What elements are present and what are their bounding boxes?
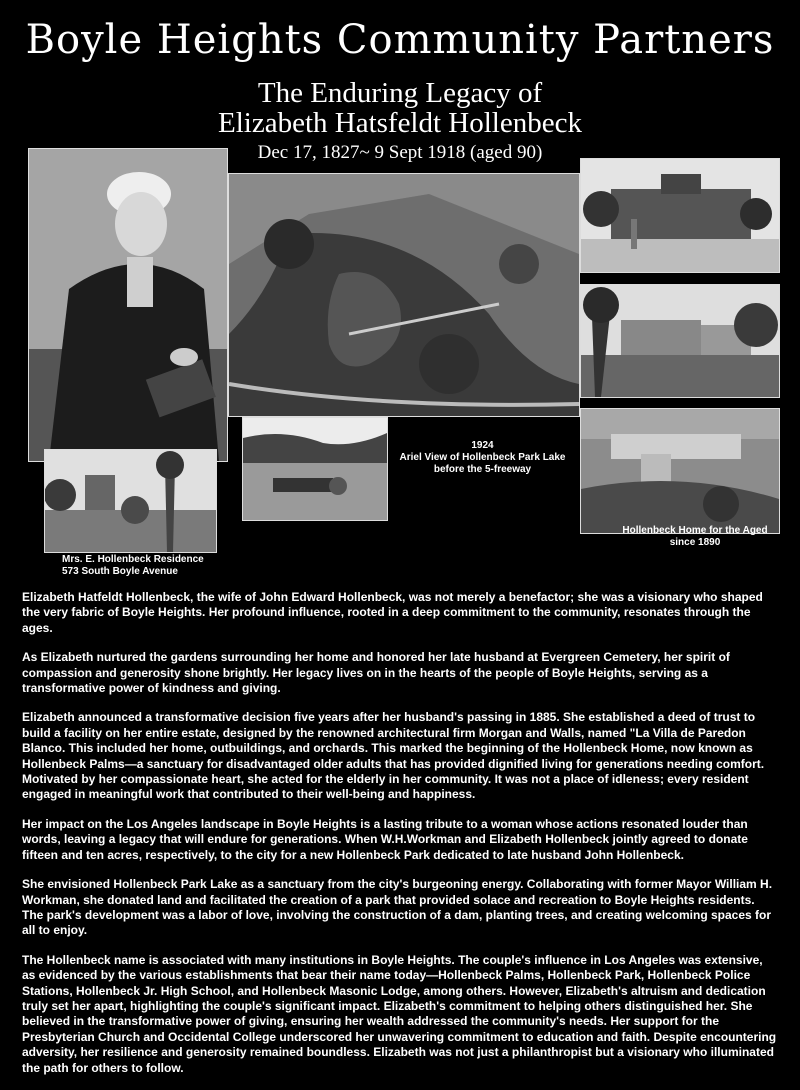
aerial-caption-year: 1924 xyxy=(471,440,494,451)
portrait-photo xyxy=(28,148,228,462)
lake-boat-photo xyxy=(242,417,388,521)
residence-caption-address: 573 South Boyle Avenue xyxy=(62,566,178,577)
residence-caption xyxy=(40,554,220,578)
villa-photo-middle xyxy=(580,284,780,398)
paragraph-4: Her impact on the Los Angeles landscape in Boyle Heights is a lasting tribute to a woman whose actions resonated louder than words, leaving a legacy that will endure for generations. When W.H.Workman and Elizabeth Hollenbeck jointly agreed to donate fifteen and ten acres, respectively, to the city for a new Hollenbeck Park dedicated to late husband John Hollenbeck. xyxy=(22,816,748,862)
paragraph-1: Elizabeth Hatfeldt Hollenbeck, the wife of John Edward Hollenbeck, was not merely a benefactor; she was a visionary who shaped the very fabric of Boyle Heights. Her profound influence, rooted in a deep commitment to the community, resonates through the ages. xyxy=(22,590,763,635)
residence-photo xyxy=(44,449,217,553)
home-caption-name: Hollenbeck Home for the Aged xyxy=(622,525,768,536)
paragraph-6: The Hollenbeck name is associated with many institutions in Boyle Heights. The couple's influence in Los Angeles was extensive, as evidenced by the various establishments that bear their name today—Hollenbeck Palms, Hollenbeck Park, Hollenbeck Police Stations, Hollenbeck Jr. High School, and Hollenbeck Masonic Lodge, among others. However, Elizabeth's altruism and dedication truly set her apart, highlighting the couple's significant impact. Elizabeth's commitment to helping others distinguished her. She believed in the transformative power of giving, ensuring her wealth addressed the community's needs. Her support for the Presbyterian Church and Occidental College underscored her unwavering commitment to education and faith. Despite encountering adversity, her resilience and generosity remained boundless. Elizabeth was not just a philanthropist but a visionary who illuminated the path for others to follow. xyxy=(22,952,777,1075)
residence-caption-name: Mrs. E. Hollenbeck Residence xyxy=(62,554,204,565)
home-for-aged-photo xyxy=(580,408,780,534)
aerial-caption xyxy=(380,440,585,476)
home-caption-since: since 1890 xyxy=(669,537,721,548)
aerial-park-photo xyxy=(228,173,580,417)
subtitle-line-2: Elizabeth Hatsfeldt Hollenbeck xyxy=(218,107,582,139)
page-title: Boyle Heights Community Partners xyxy=(25,17,775,63)
home-caption xyxy=(612,525,778,549)
subtitle-line-1: The Enduring Legacy of xyxy=(257,77,543,109)
paragraph-3: Elizabeth announced a transformative decision five years after her husband's passing in 1885. She established a deed of trust to build a facility on her entire estate, designed by the renowned architectural firm Morgan and Walls, named "La Villa de Paredon Blanco. This included her home, outbuildings, and orchards. This marked the beginning of the Hollenbeck Home, now known as Hollenbeck Palms—a sanctuary for disadvantaged older adults that has provided dignified living for generations needing comfort. Motivated by her compassionate heart, she acted for the elderly in her community. It was not a place of idleness; every resident engaged in meaningful work that contributed to their well-being and happiness. xyxy=(22,710,765,802)
aerial-caption-note: before the 5-freeway xyxy=(433,464,532,475)
aerial-caption-title: Ariel View of Hollenbeck Park Lake xyxy=(399,452,566,463)
paragraph-2: As Elizabeth nurtured the gardens surrounding her home and honored her late husband at Evergreen Cemetery, her spirit of compassion and generosity shone brightly. Her legacy lives on in the hearts of the people of Boyle Heights, serving as a transformative power of kindness and giving. xyxy=(22,650,730,696)
paragraph-5: She envisioned Hollenbeck Park Lake as a sanctuary from the city's burgeoning energy. Collaborating with former Mayor William H. Workman, she donated land and facilitated the creation of a park that provided solace and recreation to Boyle Heights residents. The park's development was a labor of love, involving the construction of a dam, planting trees, and creating welcoming spaces for all to enjoy. xyxy=(22,877,773,938)
life-dates: Dec 17, 1827~ 9 Sept 1918 (aged 90) xyxy=(257,142,543,163)
article-body xyxy=(22,590,778,1090)
villa-photo-top xyxy=(580,158,780,273)
